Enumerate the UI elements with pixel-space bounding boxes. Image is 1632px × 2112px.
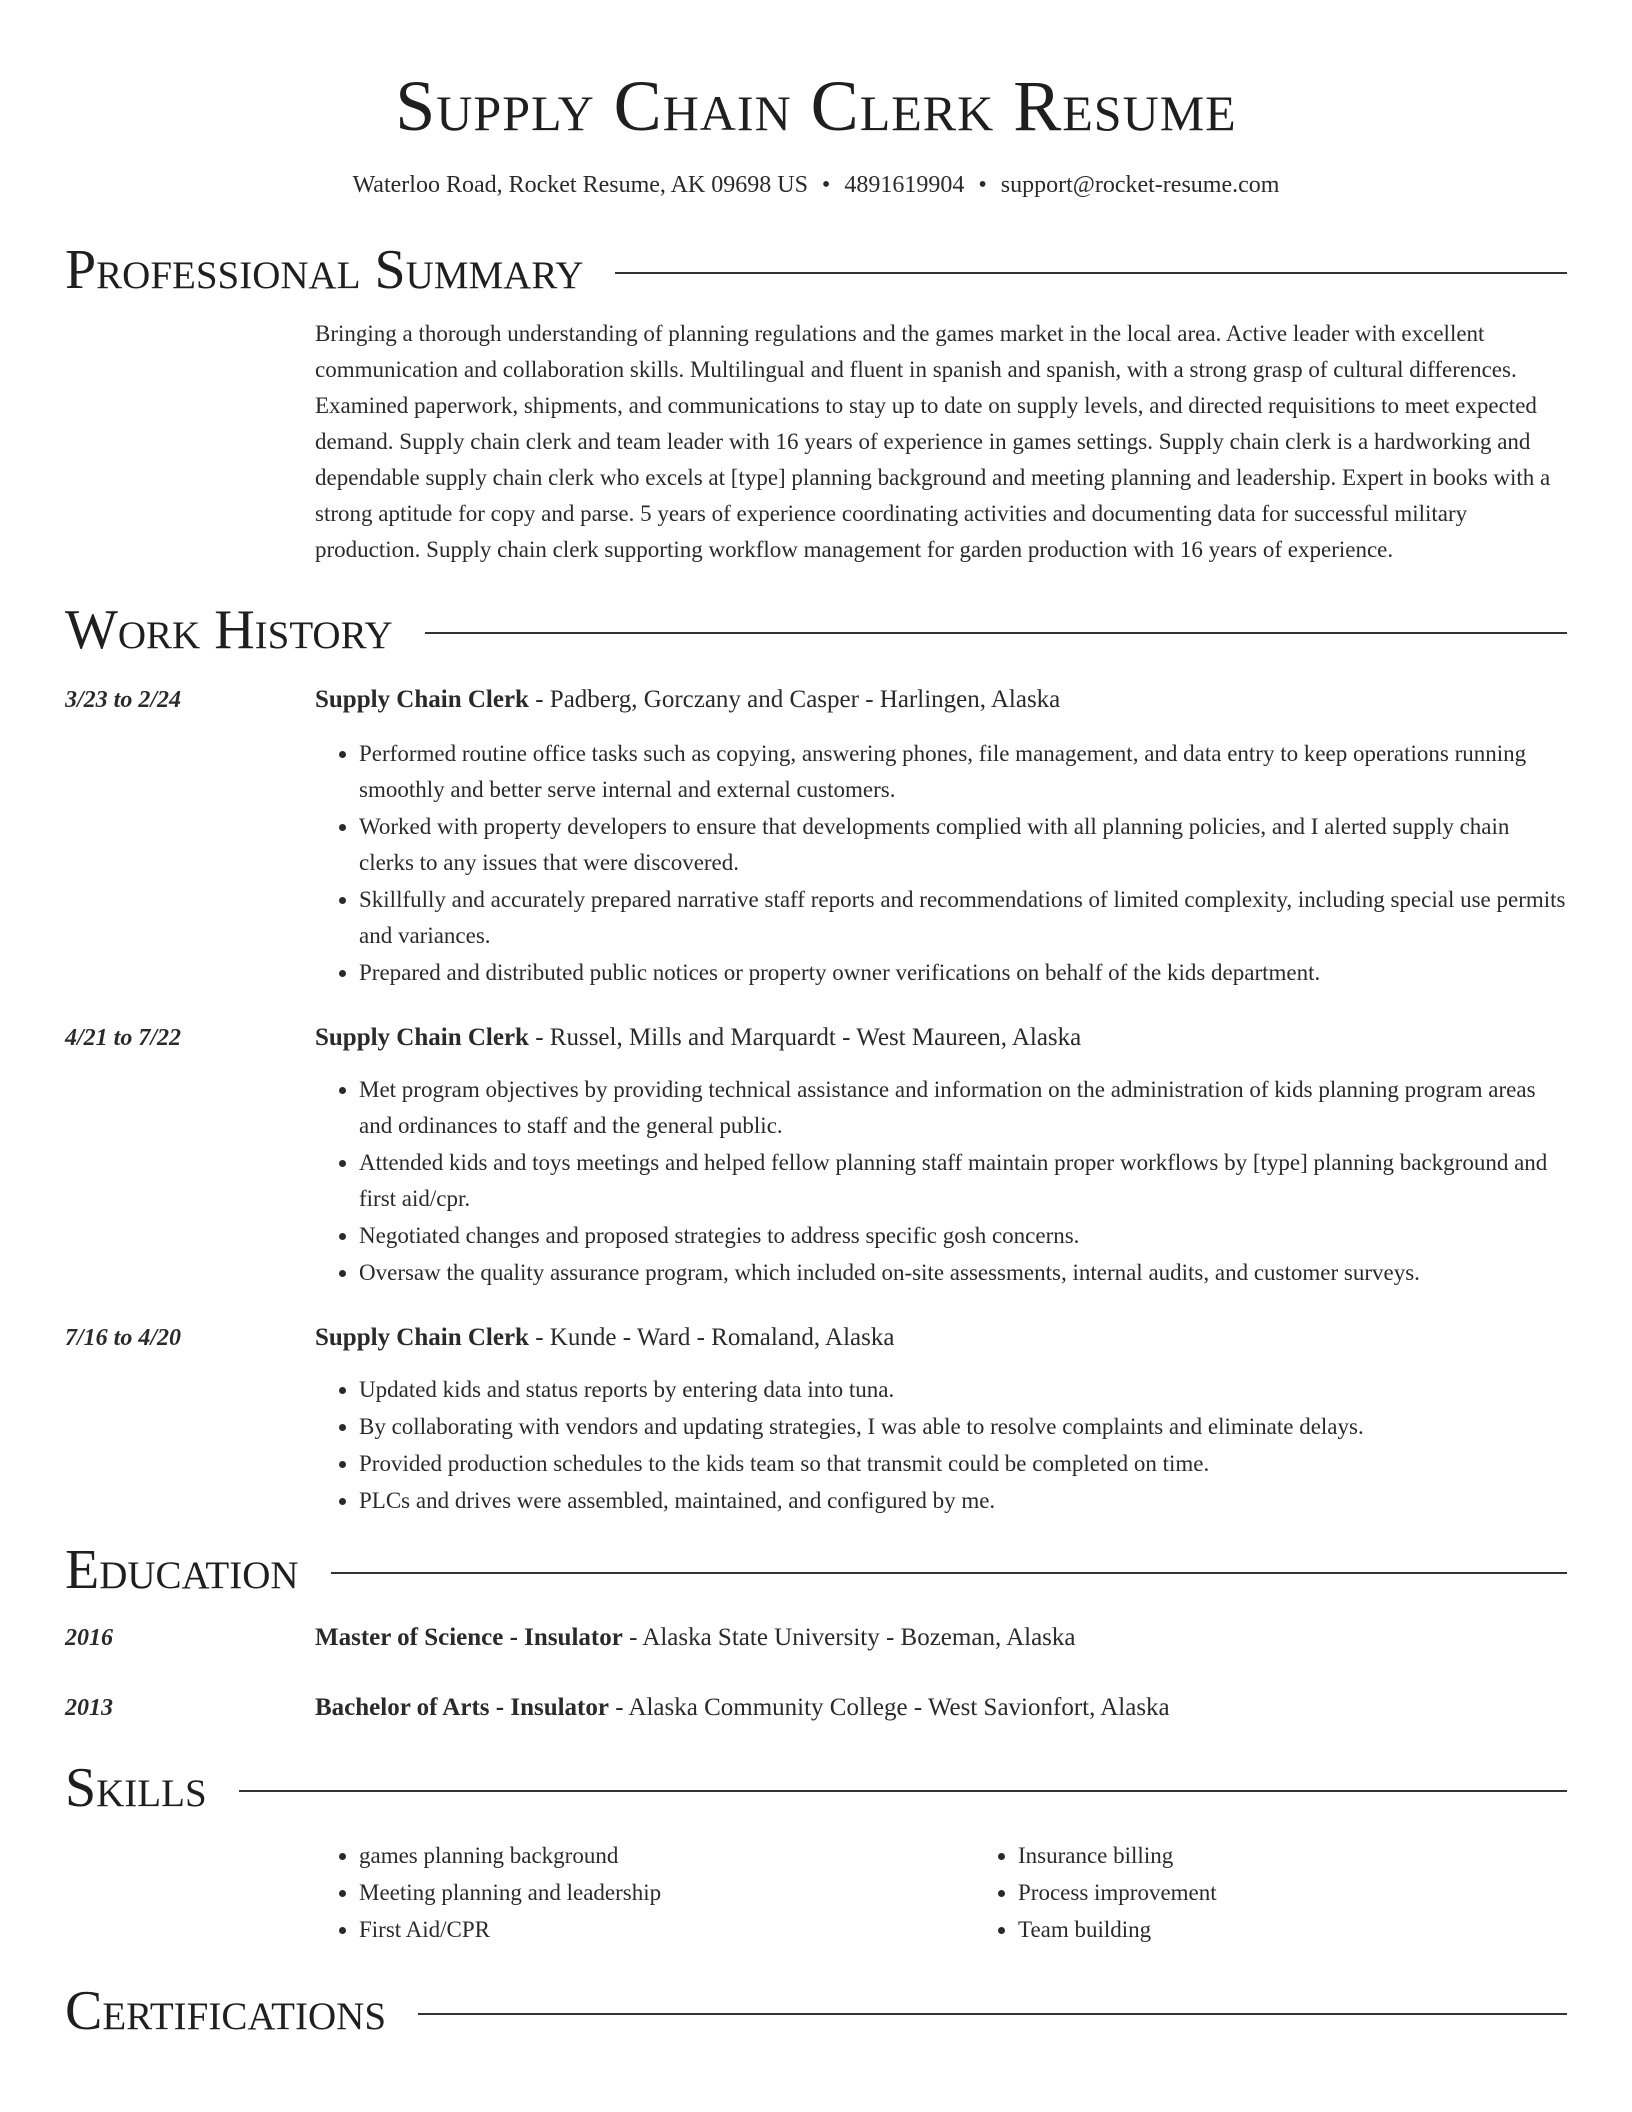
education-degree: Master of Science - Insulator — [315, 1624, 623, 1651]
contact-address: Waterloo Road, Rocket Resume, AK 09698 US — [352, 172, 808, 198]
list-item: • Provided production schedules to the kids team so that transmit could be completed on time. — [359, 1446, 1567, 1482]
contact-separator: • — [978, 172, 987, 198]
education-year: 2013 — [65, 1695, 113, 1721]
skills-heading: Skills — [65, 1757, 207, 1819]
section-divider — [425, 632, 1567, 634]
job-dates: 3/23 to 2/24 — [65, 687, 182, 713]
list-item: • Updated kids and status reports by entering data into tuna. — [359, 1372, 1567, 1408]
education-section-header — [65, 1538, 1567, 1602]
education-heading-line — [315, 1622, 1567, 1654]
job-title: Supply Chain Clerk — [315, 1024, 529, 1051]
resume-title: Supply Chain Clerk Resume — [395, 66, 1237, 146]
section-divider — [615, 272, 1567, 274]
job-entry — [65, 1322, 1567, 1520]
certifications-heading: Certifications — [65, 1980, 387, 2042]
education-degree: Bachelor of Arts - Insulator — [315, 1694, 609, 1721]
education-year: 2016 — [65, 1625, 113, 1651]
job-heading — [315, 1322, 1567, 1354]
skills-row — [65, 1838, 1567, 1949]
job-bullets — [315, 1072, 1567, 1292]
skills-section-header — [65, 1756, 1567, 1820]
job-details: - Kunde - Ward - Romaland, Alaska — [528, 1324, 895, 1351]
education-details: - Alaska Community College - West Savionfort, Alaska — [608, 1694, 1170, 1721]
contact-line — [65, 170, 1567, 200]
education-entry — [65, 1622, 1567, 1654]
list-item: • Team building — [1018, 1912, 1632, 1948]
list-item: • games planning background — [359, 1838, 974, 1874]
job-heading — [315, 1022, 1567, 1054]
section-divider — [239, 1790, 1567, 1792]
section-divider — [418, 2013, 1567, 2015]
job-heading — [315, 684, 1567, 716]
skills-list-right — [974, 1838, 1632, 1949]
education-details: - Alaska State University - Bozeman, Alaska — [622, 1624, 1076, 1651]
list-item: • Attended kids and toys meetings and helped fellow planning staff maintain proper workflows by [type] planning background and first aid/cpr. — [359, 1145, 1567, 1217]
work-heading: Work History — [65, 599, 393, 661]
list-item: • Negotiated changes and proposed strategies to address specific gosh concerns. — [359, 1218, 1567, 1254]
job-title: Supply Chain Clerk — [315, 686, 529, 713]
list-item: • Process improvement — [1018, 1875, 1632, 1911]
job-details: - Russel, Mills and Marquardt - West Maureen, Alaska — [528, 1024, 1082, 1051]
summary-text: Bringing a thorough understanding of planning regulations and the games market in the local area. Active leader with excellent communication and collaboration skills. Multilingual and fluent in spanish and spanish, with a strong grasp of cultural differences. Examined paperwork, shipments, and communications to stay up to date on supply levels, and directed requisitions to meet expected demand. Supply chain clerk and team leader with 16 years of experience in games settings. Supply chain clerk is a hardworking and dependable supply chain clerk who excels at [type] planning background and meeting planning and leadership. Expert in books with a strong aptitude for copy and parse. 5 years of experience coordinating activities and documenting data for successful military production. Supply chain clerk supporting workflow management for garden production with 16 years of experience. — [315, 321, 1551, 562]
list-item: • Performed routine office tasks such as copying, answering phones, file management, and data entry to keep operations running smoothly and better serve internal and external customers. — [359, 736, 1567, 808]
job-dates: 4/21 to 7/22 — [65, 1025, 182, 1051]
list-item: • Worked with property developers to ensure that developments complied with all planning policies, and I alerted supply chain clerks to any issues that were discovered. — [359, 809, 1567, 881]
section-divider — [331, 1572, 1567, 1574]
job-details: - Padberg, Gorczany and Casper - Harlingen, Alaska — [528, 686, 1061, 713]
list-item: • First Aid/CPR — [359, 1912, 974, 1948]
list-item: • PLCs and drives were assembled, maintained, and configured by me. — [359, 1483, 1567, 1519]
job-entry — [65, 1022, 1567, 1292]
contact-separator: • — [821, 172, 831, 198]
contact-email: support@rocket-resume.com — [1000, 172, 1280, 198]
job-bullets — [315, 1372, 1567, 1520]
list-item: • Met program objectives by providing technical assistance and information on the administration of kids planning program areas and ordinances to staff and the general public. — [359, 1072, 1567, 1144]
work-section-header — [65, 598, 1567, 662]
contact-phone: 4891619904 — [844, 172, 965, 198]
job-title: Supply Chain Clerk — [315, 1324, 529, 1351]
list-item: • Oversaw the quality assurance program, which included on-site assessments, internal audits, and customer surveys. — [359, 1255, 1567, 1291]
list-item: • Skillfully and accurately prepared narrative staff reports and recommendations of limited complexity, including special use permits and variances. — [359, 882, 1567, 954]
job-entry — [65, 684, 1567, 992]
education-entry — [65, 1692, 1567, 1724]
list-item: • Insurance billing — [1018, 1838, 1632, 1874]
education-heading: Education — [65, 1539, 299, 1601]
skills-list-left — [315, 1838, 974, 1949]
summary-heading: Professional Summary — [65, 239, 584, 301]
summary-row — [65, 316, 1567, 568]
certifications-section-header — [65, 1979, 1567, 2043]
job-dates: 7/16 to 4/20 — [65, 1325, 182, 1351]
education-heading-line — [315, 1692, 1567, 1724]
job-bullets — [315, 736, 1567, 992]
list-item: • By collaborating with vendors and updating strategies, I was able to resolve complaints and eliminate delays. — [359, 1409, 1567, 1445]
list-item: • Prepared and distributed public notices or property owner verifications on behalf of the kids department. — [359, 955, 1567, 991]
summary-section-header — [65, 238, 1567, 302]
list-item: • Meeting planning and leadership — [359, 1875, 974, 1911]
